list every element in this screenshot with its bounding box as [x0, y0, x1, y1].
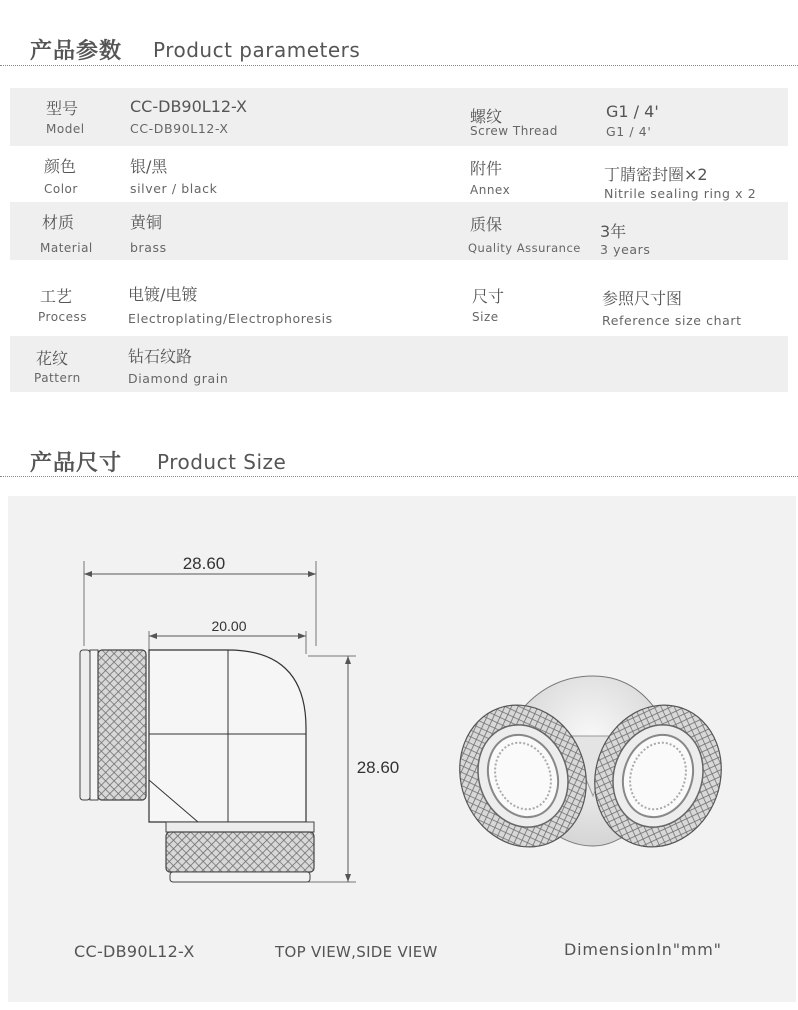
label-cn: 颜色	[44, 157, 77, 176]
params-section-header	[0, 30, 798, 70]
label2-en: Size	[472, 310, 499, 324]
label-en: Color	[44, 182, 78, 196]
param-row-material	[10, 202, 788, 260]
dim-width-inner: 20.00	[211, 618, 247, 634]
value2-en: Nitrile sealing ring x 2	[604, 186, 757, 201]
caption-model: CC-DB90L12-X	[74, 942, 195, 961]
value-cn: 黄铜	[130, 213, 163, 232]
value2-cn: 参照尺寸图	[602, 289, 683, 308]
label2-en: Quality Assurance	[468, 241, 581, 255]
label2-en: Annex	[470, 183, 511, 197]
label-cn: 工艺	[40, 287, 73, 306]
param-row-process	[10, 260, 788, 336]
caption-views: TOP VIEW,SIDE VIEW	[275, 943, 438, 961]
params-divider	[0, 65, 798, 66]
value-en: Electroplating/Electrophoresis	[128, 311, 333, 326]
label2-cn: 螺纹	[470, 107, 503, 126]
value2-en: Reference size chart	[602, 313, 742, 328]
param-row-model	[10, 88, 788, 146]
param-row-pattern	[10, 336, 788, 392]
value-cn: 钻石纹路	[128, 347, 193, 366]
value2-cn: 3年	[600, 222, 627, 241]
label-cn: 型号	[46, 99, 79, 118]
side-view-drawing	[80, 554, 399, 882]
label-en: Process	[38, 310, 88, 324]
technical-drawing	[8, 496, 796, 1002]
value-en: CC-DB90L12-X	[130, 121, 229, 136]
params-title-en: Product parameters	[153, 38, 361, 62]
dim-height: 28.60	[356, 758, 400, 777]
size-title-cn: 产品尺寸	[30, 451, 123, 476]
label-cn: 材质	[42, 213, 75, 232]
label-en: Material	[40, 241, 93, 255]
label2-cn: 尺寸	[472, 287, 505, 306]
params-title-cn: 产品参数	[30, 39, 123, 64]
label-cn: 花纹	[36, 349, 69, 368]
value-cn: 电镀/电镀	[128, 285, 198, 304]
label2-cn: 附件	[470, 159, 503, 178]
value2-en: 3 years	[600, 242, 651, 257]
param-row-color	[10, 146, 788, 202]
value-cn: 银/黑	[130, 157, 168, 176]
label2-cn: 质保	[470, 215, 503, 234]
value2-cn: G1 / 4'	[606, 102, 659, 121]
value2-cn: 丁腈密封圈×2	[604, 165, 708, 184]
dim-width-total: 28.60	[182, 554, 226, 573]
value-en: brass	[130, 240, 167, 255]
value-en: Diamond grain	[128, 371, 229, 386]
label2-en: Screw Thread	[470, 124, 558, 138]
caption-units: DimensionIn"mm"	[564, 940, 722, 959]
fitting-3d-view	[440, 676, 741, 865]
size-title-en: Product Size	[157, 450, 287, 474]
size-drawing-panel	[8, 496, 796, 1002]
value2-en: G1 / 4'	[606, 124, 652, 139]
size-divider	[0, 476, 798, 477]
value-en: silver / black	[130, 181, 218, 196]
label-en: Pattern	[34, 371, 81, 385]
label-en: Model	[46, 122, 85, 136]
value-cn: CC-DB90L12-X	[130, 97, 247, 116]
